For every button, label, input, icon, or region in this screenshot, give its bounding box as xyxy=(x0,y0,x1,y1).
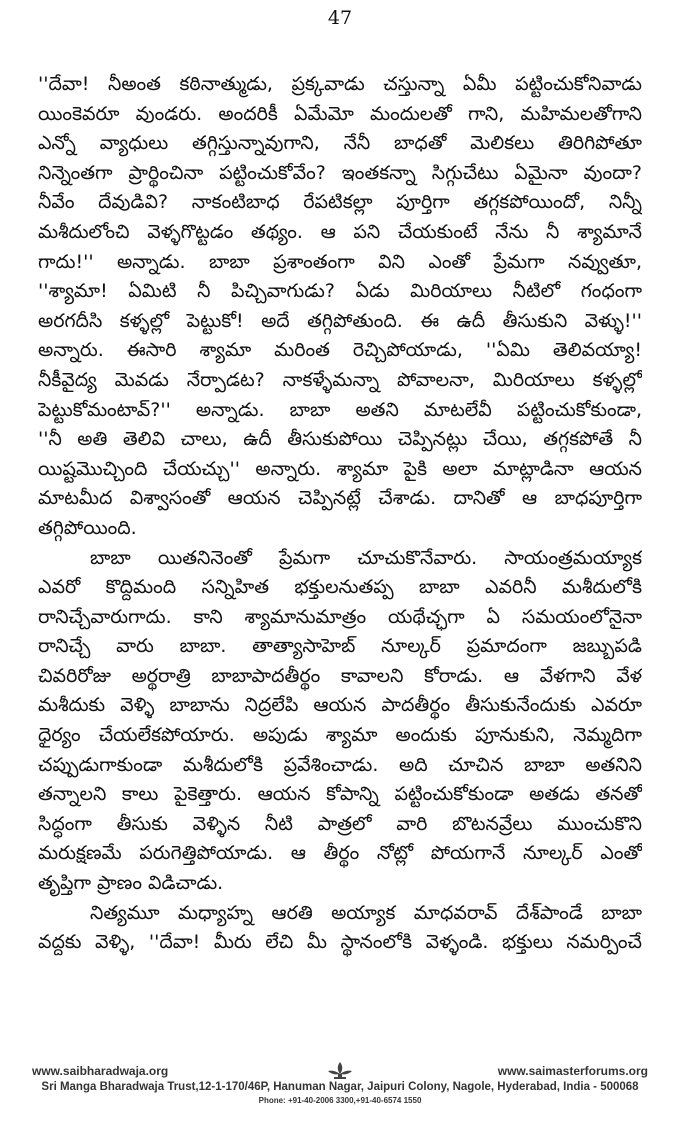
text-line: ధైర్యం చేయలేకపోయారు. అపుడు శ్యామా అందుకు పూనుకుని, నెమ్మదిగా xyxy=(38,724,642,747)
text-line: యింకెవరూ వుండరు. అందరికీ ఏమేమో మందులతో గాని, మహిమలతోగాని xyxy=(38,102,642,125)
paragraph-start-line: నిత్యమూ మధ్యాహ్న ఆరతి అయ్యాక మాధవరావ్ దేశ్‌పాండే బాబా xyxy=(90,901,642,924)
text-line: వద్దకు వెళ్ళి, ''దేవా! మీరు లేచి మీ స్థానంలోకి వెళ్ళండి. భక్తులు నమర్పించే xyxy=(38,931,642,954)
footer-links xyxy=(30,1060,650,1080)
text-line: ఎన్నో వ్యాధులు తగ్గిస్తున్నావుగాని, నేనీ బాధతో మెలికలు తిరిగిపోతూ xyxy=(38,132,642,155)
text-line: చివరిరోజు అర్థరాత్రి బాబాపాదతీర్థం కావాలని కోరాడు. ఆ వేళగాని వేళ xyxy=(38,664,642,687)
paragraph-start-line: బాబా యితనినెంతో ప్రేమగా చూచుకొనేవారు. సాయంత్రమయ్యాక xyxy=(90,546,642,569)
text-line: యిష్టమొచ్చింది చేయచ్చు'' అన్నారు. శ్యామా పైకి అలా మాట్లాడినా ఆయన xyxy=(38,457,642,480)
text-line: నిన్నెంతగా ప్రార్థించినా పట్టించుకోవేం? ఇంతకన్నా సిగ్గుచేటు ఏమైనా వుందా? xyxy=(38,161,642,184)
text-line: మశీదుకు వెళ్ళి బాబాను నిద్రలేపి ఆయన పాదతీర్థం తీసుకునేందుకు ఎవరూ xyxy=(38,694,642,717)
text-line: తన్నాలని కాలు పైకెత్తారు. ఆయన కోపాన్ని పట్టించుకోకుండా అతడు తనతో xyxy=(38,783,642,806)
text-line: మశీదులోంచి వెళ్ళగొట్టడం తథ్యం. ఆ పని చేయకుంటే నేను నీ శ్యామానే xyxy=(38,220,642,243)
text-line: రానిచ్చేవారుగాదు. కాని శ్యామానుమాత్రం యథేచ్ఛగా ఏ సమయంలోనైనా xyxy=(38,605,642,628)
text-line: మరుక్షణమే పరుగెత్తిపోయాడు. ఆ తీర్థం నోట్లో పోయగానే నూల్కర్ ఎంతో xyxy=(38,842,642,865)
text-line: ఎవరో కొద్దిమంది సన్నిహిత భక్తులనుతప్ప బాబా ఎవరినీ మశీదులోకి xyxy=(38,576,642,599)
footer-website-right[interactable]: www.saimasterforums.org xyxy=(497,1064,648,1078)
text-line: అన్నారు. ఈసారి శ్యామా మరింత రెచ్చిపోయాడు, ''ఏమి తెలివయ్యా! xyxy=(38,339,642,362)
text-line: నీకీవైద్య మెవడు నేర్పాడట? నాకళ్ళేమన్నా పోవాలనా, మిరియాలు కళ్ళల్లో xyxy=(38,368,642,391)
body-text xyxy=(38,70,642,958)
text-line: సిద్ధంగా తీసుకు వెళ్ళిన నీటి పాత్రలో వారి బొటనవ్రేలు ముంచుకొని xyxy=(38,812,642,835)
text-line: మాటమీద విశ్వాసంతో ఆయన చెప్పినట్లే చేశాడు. దానితో ఆ బాధపూర్తిగా xyxy=(38,487,642,510)
text-line: పెట్టుకోమంటావ్?'' అన్నాడు. బాబా అతని మాటలేవీ పట్టించుకోకుండా, xyxy=(38,398,642,421)
text-line: గాదు!'' అన్నాడు. బాబా ప్రశాంతంగా విని ఎంతో ప్రేమగా నవ్వుతూ, xyxy=(38,250,642,273)
text-line: అరగదీసి కళ్ళల్లో పెట్టుకో! అదే తగ్గిపోతుంది. ఈ ఉదీ తీసుకుని వెళ్ళు!'' xyxy=(38,309,642,332)
footer-website-left[interactable]: www.saibharadwaja.org xyxy=(32,1064,169,1078)
text-line: ''దేవా! నీఅంత కఠినాత్ముడు, ప్రక్కవాడు చస్తున్నా ఏమీ పట్టించుకోనివాడు xyxy=(38,73,642,95)
lotus-emblem-icon xyxy=(326,1060,354,1080)
text-line: రానిచ్చే వారు బాబా. తాత్యాసాహెబ్ నూల్కర్ ప్రమాదంగా జబ్బుపడి xyxy=(38,635,642,658)
page-number: 47 xyxy=(327,7,353,29)
text-line: ''శ్యామా! ఏమిటి నీ పిచ్చివాగుడు? ఏడు మిరియాలు నీటిలో గంధంగా xyxy=(38,280,642,303)
page-footer xyxy=(30,1060,650,1116)
text-line: ''నీ అతి తెలివి చాలు, ఉదీ తీసుకుపోయి చెప్పినట్లు చేయి, తగ్గకపోతే నీ xyxy=(38,428,642,451)
footer-address: Sri Manga Bharadwaja Trust,12-1-170/46P, Hanuman Nagar, Jaipuri Colony, Nagole, Hyderabad, India - 500068 xyxy=(41,1081,639,1093)
footer-phone: Phone: +91-40-2006 3300,+91-40-6574 1550 xyxy=(258,1096,422,1105)
text-line: చప్పుడుగాకుండా మశీదులోకి ప్రవేశించాడు. అది చూచిన బాబా అతనిని xyxy=(38,753,642,776)
text-line: నీవేం దేవుడివి? నాకంటిబాధ రేపటికల్లా పూర్తిగా తగ్గకపోయిందో, నిన్నీ xyxy=(38,191,642,214)
text-line: తగ్గిపోయింది. xyxy=(38,516,137,539)
text-line: తృప్తిగా ప్రాణం విడిచాడు. xyxy=(38,872,224,895)
